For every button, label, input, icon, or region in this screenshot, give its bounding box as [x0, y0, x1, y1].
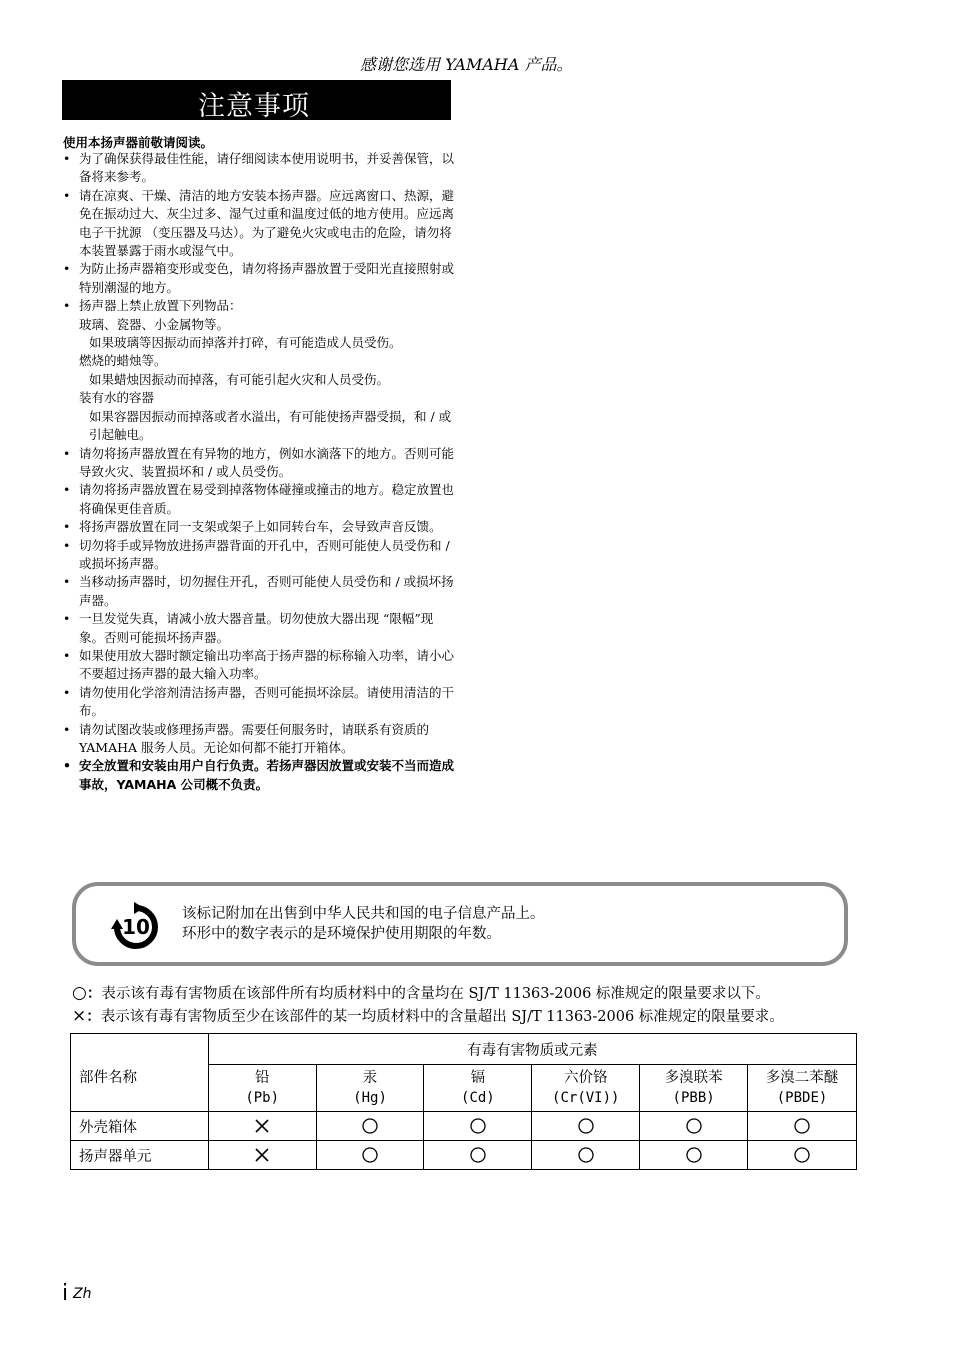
bullet: •	[63, 482, 71, 498]
circle-mark-icon	[361, 1117, 379, 1135]
bullet: •	[63, 187, 71, 203]
circle-symbol: ○	[72, 983, 87, 1003]
bullet: •	[63, 721, 71, 737]
circle-mark-icon	[793, 1117, 811, 1135]
table-cell	[208, 1112, 316, 1141]
table-cell	[532, 1112, 640, 1141]
prohibited-category: 燃烧的蜡烛等。	[79, 353, 167, 369]
cross-mark-icon	[253, 1146, 271, 1164]
prohibited-description: 如果容器因振动而掉落或者水溢出，有可能使扬声器受损，和 / 或引起触电。	[89, 408, 452, 443]
part-name-header: 部件名称	[71, 1034, 209, 1112]
table-cell	[532, 1141, 640, 1170]
circle-mark-icon	[577, 1146, 595, 1164]
table-cell	[748, 1141, 857, 1170]
part-name: 外壳箱体	[71, 1112, 209, 1141]
legend-cross: ×：表示该有毒有害物质至少在该部件的某一均质材料中的含量超出 SJ/T 11363-2006 标准规定的限量要求。	[72, 1006, 784, 1026]
list-item: • 扬声器上禁止放置下列物品： 玻璃、瓷器、小金属物等。 如果玻璃等因振动而掉落并打碎，有可能造成人员受伤。 燃烧的蜡烛等。 如果蜡烛因振动而掉落，有可能引起火灾和人员受伤。 装有水的容器 如果容器因振动而掉落或者水溢出，有可能使扬声器受损，和 / 或引起触电。	[62, 297, 454, 444]
title-bar	[62, 80, 451, 120]
intro-text: 使用本扬声器前敬请阅读。	[63, 135, 214, 150]
page-title: 注意事项	[198, 91, 310, 122]
list-item: • 为了确保获得最佳性能，请仔细阅读本使用说明书，并妥善保管，以备将来参考。	[63, 151, 455, 185]
element-header: 六价铬 (Cr(VI))	[532, 1065, 640, 1112]
element-header: 汞 (Hg)	[316, 1065, 424, 1112]
mark-description	[182, 904, 545, 944]
legend-text: 表示该有毒有害物质至少在该部件的某一均质材料中的含量超出 SJ/T 11363-2006 标准规定的限量要求。	[100, 1009, 784, 1025]
table-row	[71, 1112, 857, 1141]
substance-group-header: 有毒有害物质或元素	[208, 1034, 856, 1065]
element-header: 多溴二苯醚 (PBDE)	[748, 1065, 857, 1112]
list-item: • 将扬声器放置在同一支架或架子上如同转台车，会导致声音反馈。	[62, 518, 454, 536]
table-cell	[748, 1112, 857, 1141]
circle-mark-icon	[793, 1146, 811, 1164]
list-item: • 请勿使用化学溶剂清洁扬声器，否则可能损坏涂层。请使用清洁的干布。	[63, 684, 455, 719]
bullet: •	[63, 519, 71, 535]
list-item: • 当移动扬声器时，切勿握住开孔，否则可能使人员受伤和 / 或损坏扬声器。	[63, 574, 454, 608]
list-item: • 为防止扬声器箱变形或变色，请勿将扬声器放置于受阳光直接照射或特别潮湿的地方。	[63, 261, 455, 295]
legend-circle: ○：表示该有毒有害物质在该部件所有均质材料中的含量均在 SJ/T 11363-2006 标准规定的限量要求以下。	[72, 983, 770, 1003]
cross-mark-icon	[253, 1117, 271, 1135]
circle-mark-icon	[469, 1117, 487, 1135]
table-cell	[640, 1141, 748, 1170]
environment-mark-box	[72, 882, 848, 966]
bullet: •	[63, 611, 71, 627]
table-cell	[640, 1112, 748, 1141]
bullet: •	[63, 151, 71, 166]
prohibited-description: 如果蜡烛因振动而掉落，有可能引起火灾和人员受伤。	[89, 371, 390, 387]
list-item: • 请勿将扬声器放置在易受到掉落物体碰撞或撞击的地方。稳定放置也将确保更佳音质。	[63, 482, 455, 516]
circle-mark-icon	[577, 1117, 595, 1135]
list-item: • 一旦发觉失真，请减小放大器音量。切勿使放大器出现 “限幅”现象。否则可能损坏扬声器。	[63, 611, 434, 645]
circle-mark-icon	[361, 1146, 379, 1164]
list-item: • 切勿将手或异物放进扬声器背面的开孔中，否则可能使人员受伤和 / 或损坏扬声器。	[63, 537, 450, 571]
bullet: •	[63, 684, 71, 700]
page-number: i	[62, 1281, 69, 1306]
bullet: •	[63, 445, 71, 461]
bullet: •	[63, 298, 71, 314]
prohibited-category: 装有水的容器	[79, 390, 155, 406]
list-item: • 请勿试图改装或修理扬声器。需要任何服务时，请联系有资质的 YAMAHA 服务人员。无论如何都不能打开箱体。	[63, 721, 430, 755]
list-item: • 如果使用放大器时额定输出功率高于扬声器的标称输入功率，请小心不要超过扬声器的最大输入功率。	[63, 647, 455, 682]
list-item: • 请勿将扬声器放置在有异物的地方，例如水滴落下的地方。否则可能导致火灾、装置损坏和 / 或人员受伤。	[63, 445, 455, 479]
legend-text: 表示该有毒有害物质在该部件所有均质材料中的含量均在 SJ/T 11363-2006 标准规定的限量要求以下。	[101, 986, 770, 1002]
element-header: 多溴联苯 (PBB)	[640, 1065, 748, 1112]
table-cell	[208, 1141, 316, 1170]
table-cell	[424, 1112, 532, 1141]
precautions-list	[62, 150, 454, 794]
circle-mark-icon	[469, 1146, 487, 1164]
part-name: 扬声器单元	[71, 1141, 209, 1170]
bullet: •	[63, 758, 71, 774]
element-header: 镉 (Cd)	[424, 1065, 532, 1112]
table-cell	[316, 1112, 424, 1141]
mark-number: 10	[122, 915, 150, 939]
mark-line-2: 环形中的数字表示的是环境保护使用期限的年数。	[182, 926, 501, 942]
bullet: •	[63, 647, 71, 663]
table-row	[71, 1141, 857, 1170]
cross-symbol: ×	[72, 1006, 87, 1026]
hazardous-substance-table	[70, 1033, 857, 1170]
table-cell	[316, 1141, 424, 1170]
bullet: •	[63, 261, 71, 277]
table-cell	[424, 1141, 532, 1170]
language-code: Zh	[73, 1286, 92, 1302]
bullet: •	[63, 537, 71, 553]
element-header: 铅 (Pb)	[208, 1065, 316, 1112]
list-item: • 安全放置和安装由用户自行负责。若扬声器因放置或安装不当而造成事故，YAMAHA 公司概不负责。	[63, 758, 455, 792]
mark-line-1: 该标记附加在出售到中华人民共和国的电子信息产品上。	[182, 906, 545, 922]
prohibited-category: 玻璃、瓷器、小金属物等。	[79, 316, 230, 332]
list-item: • 请在凉爽、干燥、清洁的地方安装本扬声器。应远离窗口、热源，避免在振动过大、灰尘过多、湿气过重和温度过低的地方使用。应远离电子干扰源 （变压器及马达）。为了避免火灾或电击的危险，请勿将本装置暴露于雨水或湿气中。	[63, 187, 455, 259]
prohibited-description: 如果玻璃等因振动而掉落并打碎，有可能造成人员受伤。	[89, 335, 402, 351]
circle-mark-icon	[685, 1117, 703, 1135]
thanks-note: 感谢您选用 YAMAHA 产品。	[360, 55, 573, 74]
bullet: •	[63, 574, 71, 590]
circle-mark-icon	[685, 1146, 703, 1164]
environment-10-icon	[108, 902, 164, 952]
